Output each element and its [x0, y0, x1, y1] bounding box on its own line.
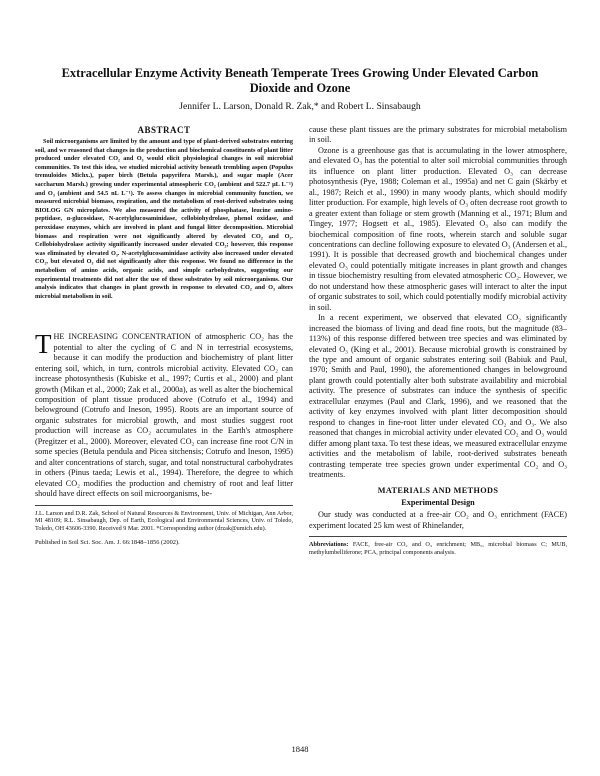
continued-paragraph: cause these plant tissues are the primary substrates for microbial metabolism in soil. — [309, 125, 567, 145]
abstract-heading: ABSTRACT — [137, 125, 191, 135]
left-column — [35, 125, 293, 547]
author-affiliation-footnote: J.L. Larson and D.R. Zak, School of Natural Resources & Environment, Univ. of Michigan, Ann Arbor, MI 48109; R.L. Sinsabaugh, Dep. of Earth, Ecological and Environmental Sciences, Univ. of Toledo, Toledo, OH 43606-3390. Received 9 Mar. 2001. *Corresponding author (drzak@umich.edu). — [35, 509, 293, 533]
publication-info: Published in Soil Sci. Soc. Am. J. 66:1848–1856 (2002). — [35, 539, 180, 547]
abbreviations-note — [309, 541, 567, 557]
abbreviations-divider — [309, 536, 567, 537]
article-title: Extracellular Enzyme Activity Beneath Temperate Trees Growing Under Elevated Carbon Dioxide and Ozone — [61, 66, 539, 95]
methods-heading: MATERIALS AND METHODS — [377, 486, 499, 496]
footnote-divider — [35, 505, 293, 506]
abbreviations-label: Abbreviations: — [309, 541, 349, 549]
page-number: 1848 — [291, 744, 309, 754]
author-list: Jennifer L. Larson, Donald R. Zak,* and Robert L. Sinsabaugh — [179, 101, 421, 112]
ozone-paragraph: Ozone is a greenhouse gas that is accumulating in the lower atmosphere, and elevated O₃ has the potential to alter soil microbial communities through its influence on plant litter production. Elevated O₃ can decrease photosynthesis (Pye, 1988; Coleman et al., 1995a) and net C gain (Skärby et al., 1987; Reich et al., 1990) in many woody plants, which should modify litter production. For example, high levels of O₃ often decrease root growth to a greater extent than foliage or stem growth (Manning et al., 1971; Blum and Tingey, 1977; Hogsett et al., 1985). Elevated O₃ also can modify the biochemical composition of fine roots, wherein starch and soluble sugar concentrations can decline following exposure to elevated O₃ (Andersen et al., 1991). It is possible that decreased growth and biochemical changes under elevated O₃ could potentially mitigate increases in plant growth and changes in tissue biochemistry resulting from elevated atmospheric CO₂. However, we do not understand how these atmospheric gases will interact to alter the input of organic substrates to soil, which could potentially modify microbial activity in soil. — [309, 145, 567, 312]
intro-text: of atmospheric CO₂ has the potential to alter the cycling of C and N in terrestrial ecosystems, because it can modify the production and biochemistry of plant litter entering soil, which, in turn, controls microbial activity. Elevated CO₂ can increase photosynthesis (Kubiske et al., 1997; Curtis et al., 2000) and plant growth (Mikan et al., 2000; Zak et al., 2000a), as well as alter the biochemical composition of plant tissue produced above (Cotrufo et al., 1994) and belowground (Cotrufo and Ineson, 1995). Roots are an important source of organic substrates for microbial growth, and most studies suggest root production will increase as CO₂ accumulates in the Earth's atmosphere (Pregitzer et al., 2000). Moreover, elevated CO₂ can increase fine root C/N in some species (Betula pendula and Picea sitchensis; Cotrufo and Ineson, 1995) and alter concentrations of starch, sugar, and total nonstructural carbohydrates in others (Pinus taeda; Lewis et al., 1994). Therefore, the degree to which elevated CO₂ modifies the production and chemistry of root and leaf litter should have direct effects on soil microorganisms, be- — [35, 332, 293, 499]
recent-experiment-paragraph: In a recent experiment, we observed that elevated CO₂ significantly increased the biomass of living and dead fine roots, but the magnitude (83–113%) of this response differed between tree species and was eliminated by elevated O₃ (King et al., 2001). Because microbial growth is constrained by the type and amount of organic substrates entering soil (Babiuk and Paul, 1970; Smith and Paul, 1990), the aforementioned changes in belowground plant growth could potentially alter both substrate availability and microbial activity. The presence of substrates can induce the synthesis of specific extracellular enzymes (Paul and Clark, 1996), and we reasoned that the activity of key enzymes involved with plant litter decomposition should respond to changes in fine-root litter under elevated CO₂ and O₃. We also reasoned that changes in microbial activity under elevated CO₂ and O₃ would differ among plant taxa. To test these ideas, we measured extracellular enzyme activities and the metabolism of labile, root-derived substrates beneath contrasting temperate tree species grown under experimental CO₂ and O₃ treatments. — [309, 313, 567, 479]
abbreviations-text: FACE, free-air CO₂ and O₃ enrichment; MB꜀, microbial biomass C; MUB, methylumbelliferone; PCA, principal components analysis. — [309, 541, 567, 557]
experimental-design-heading: Experimental Design — [401, 498, 475, 508]
design-paragraph: Our study was conducted at a free-air CO₂ and O₃ enrichment (FACE) experiment located 25 km west of Rhinelander, — [309, 510, 567, 530]
right-column — [309, 125, 567, 557]
intro-paragraph — [35, 329, 293, 499]
abstract-text: Soil microorganisms are limited by the amount and type of plant-derived substrates entering soil, and we reasoned that changes in the production and biochemical constituents of plant litter produced under elevated CO₂ and O₃ would elicit physiological changes in soil microbial communities. To test this idea, we studied microbial activity beneath trembling aspen (Populus tremuloides Michx.), paper birch (Betula papyrifera Marsh.), and sugar maple (Acer saccharum Marsh.) growing under experimental atmospheric CO₂ (ambient and 522.7 μL L⁻¹) and O₃ (ambient and 54.5 nL L⁻¹). To assess changes in microbial community function, we measured microbial biomass, respiration, and the metabolism of root-derived substrates using BIOLOG GN microplates. We also measured the activity of phosphatase, leucine amino-peptidase, α-glucosidase, N-acetylglucosaminidase, cellobiohydrolase, phenol oxidase, and peroxidase enzymes, which are involved in plant and fungal litter decomposition. Microbial biomass and respiration were not significantly altered by elevated CO₂ and O₃. Cellobiohydrolase activity significantly increased under elevated CO₂; however, this response was eliminated by elevated O₃. N-acetylglucosaminidase activity also increased under elevated CO₂, but elevated O₃ did not significantly alter this response. We found no difference in the metabolism of amino acids, organic acids, and simple carbohydrates, suggesting our experimental treatments did not alter the use of these substrates by soil microorganisms. Our analysis indicates that changes in plant growth in response to elevated CO₂ and O₃ alters microbial metabolism in soil. — [35, 138, 293, 300]
drop-cap: T — [35, 329, 52, 360]
intro-smallcaps: HE INCREASING CONCENTRATION — [53, 332, 191, 342]
